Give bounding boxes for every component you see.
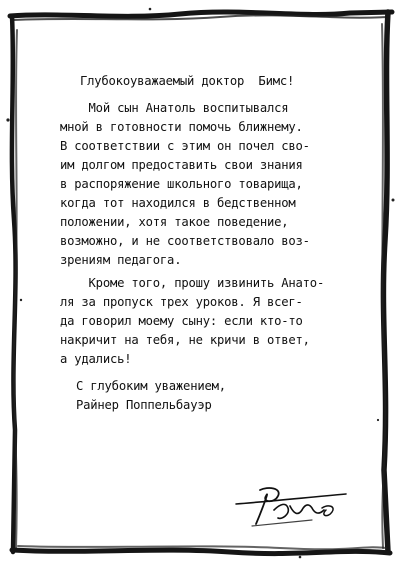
letter-body <box>60 72 380 415</box>
letter-closing <box>60 377 380 415</box>
paragraph-line: Мой сын Анатоль воспитывался <box>60 101 289 115</box>
paragraph-line: а удались! <box>60 352 132 366</box>
paragraph-line: Кроме того, прошу извинить Анато- <box>60 276 325 290</box>
paragraph-line: да говорил моему сыну: если кто-то <box>60 314 303 328</box>
paragraph-line: В соответствии с этим он почел сво- <box>60 139 310 153</box>
letter-paragraph-2 <box>60 274 380 369</box>
closing-phrase: С глубоким уважением, <box>76 379 226 393</box>
letter-paragraph-1 <box>60 99 380 270</box>
paragraph-line: возможно, и не соответствовало воз- <box>60 234 310 248</box>
paragraph-line: когда тот находился в бедственном <box>60 196 296 210</box>
paragraph-line: зрениям педагога. <box>60 253 182 267</box>
paragraph-line: накричит на тебя, не кричи в ответ, <box>60 333 310 347</box>
frame-top-edge <box>10 12 392 16</box>
paragraph-line: ля за пропуск трех уроков. Я всег- <box>60 295 303 309</box>
paragraph-line: положении, хотя такое поведение, <box>60 215 289 229</box>
frame-bottom-edge <box>12 550 390 554</box>
handwritten-signature <box>232 480 350 530</box>
paragraph-line: в распоряжение школьного товарища, <box>60 177 303 191</box>
letter-salutation: Глубокоуважаемый доктор Бимс! <box>80 74 295 88</box>
sender-name: Райнер Поппельбауэр <box>76 398 212 412</box>
paragraph-line: им долгом предоставить свои знания <box>60 158 303 172</box>
paragraph-line: мной в готовности помочь ближнему. <box>60 120 303 134</box>
